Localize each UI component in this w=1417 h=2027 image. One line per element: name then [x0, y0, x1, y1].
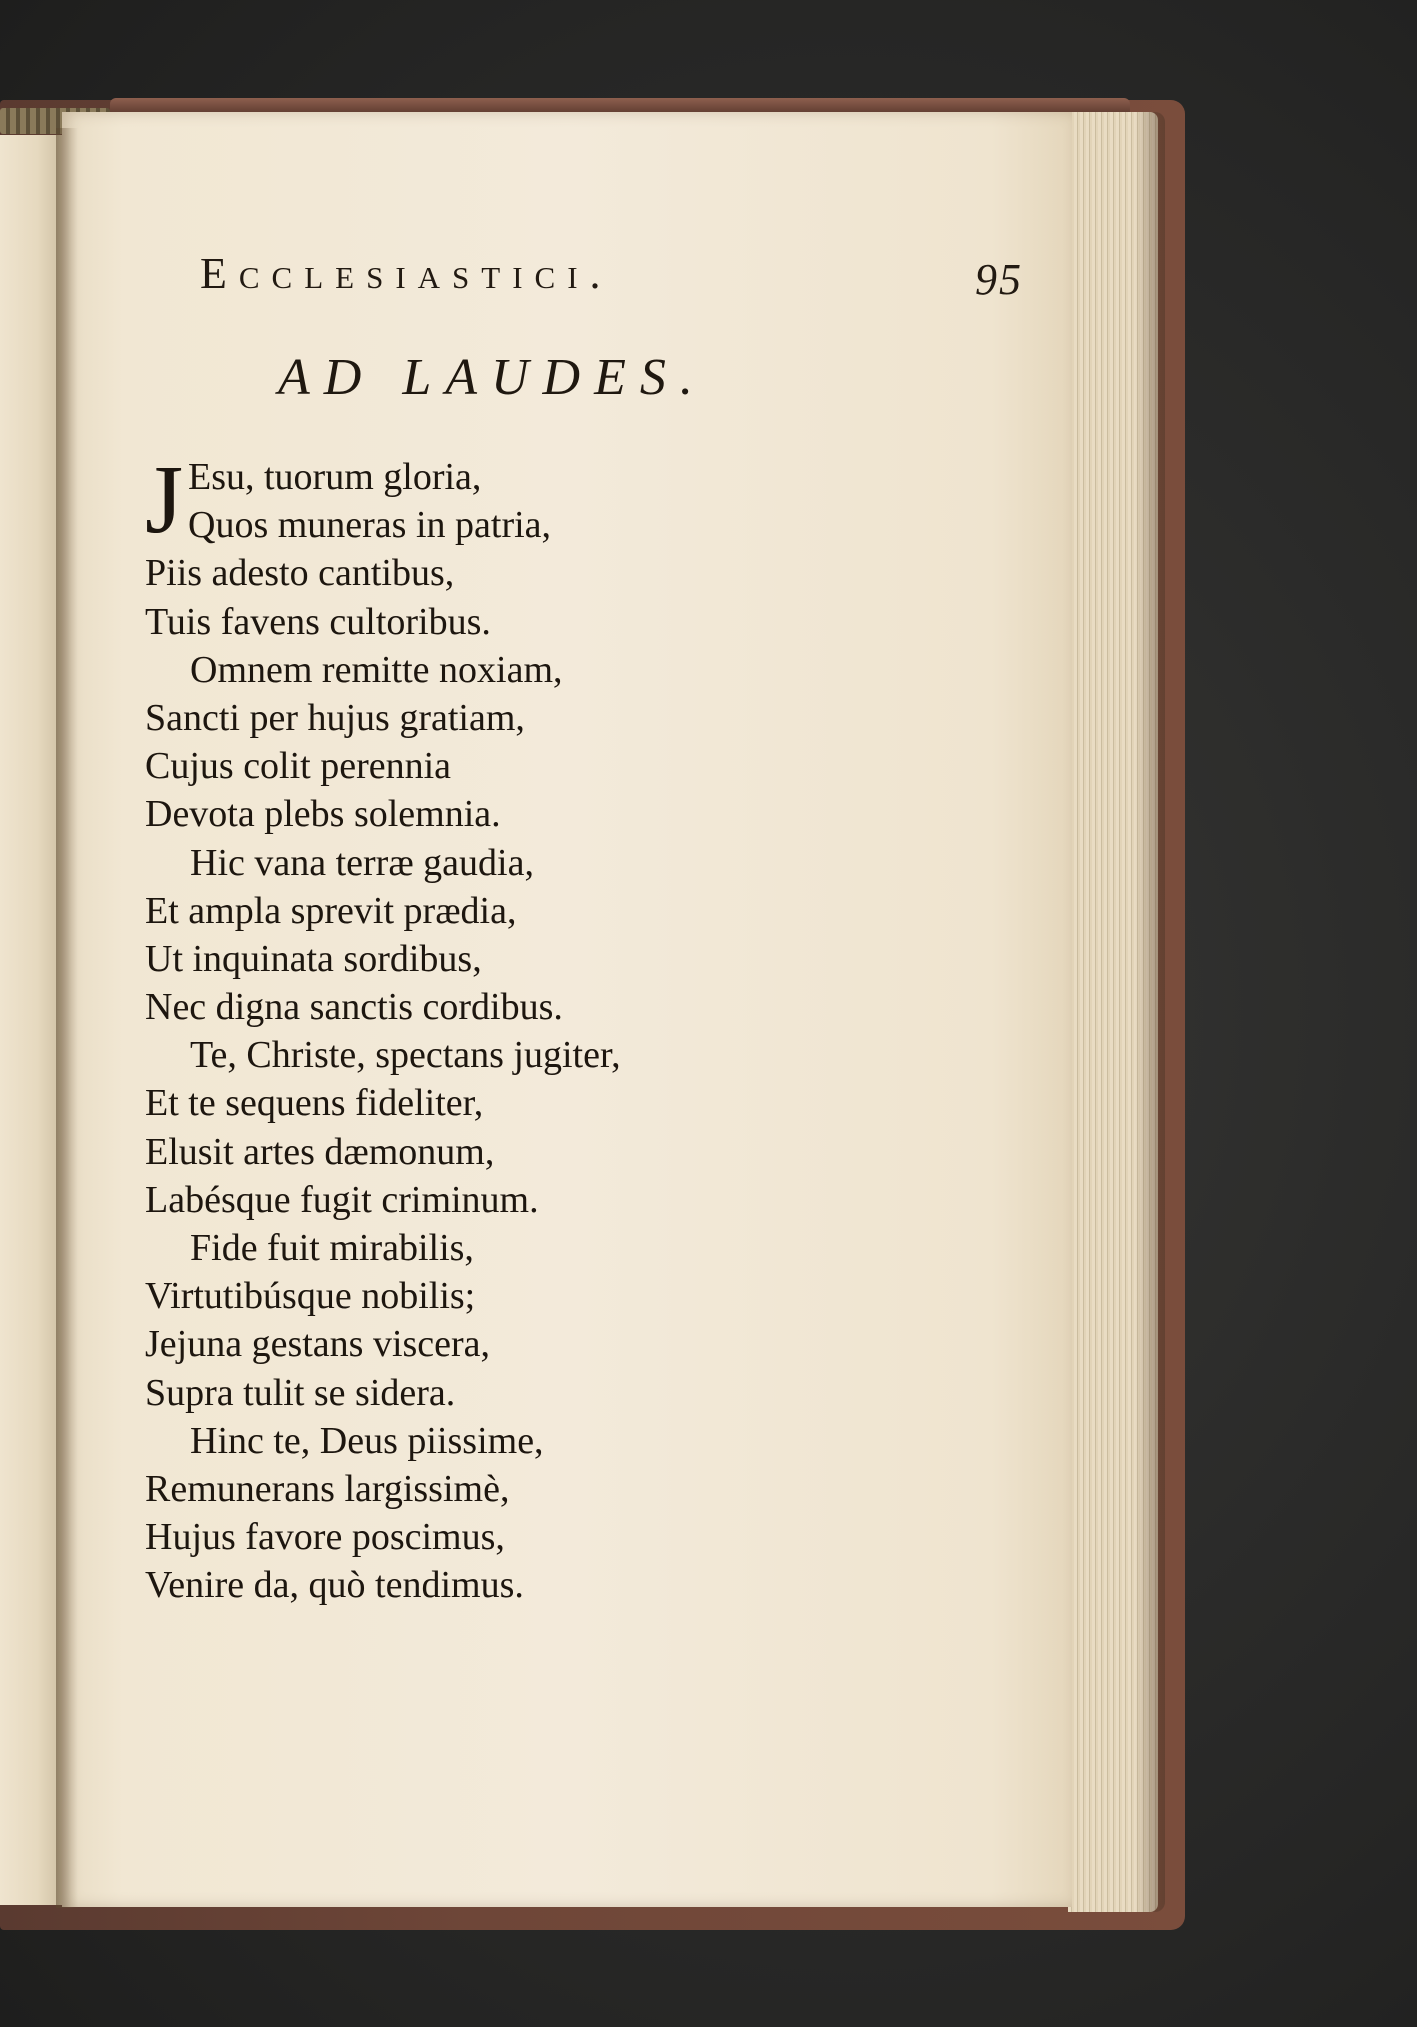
hymn-line: Quos muneras in patria,	[188, 504, 552, 547]
hymn-line: Ut inquinata sordibus,	[145, 937, 482, 980]
hymn-line: Venire da, quò tendimus.	[145, 1564, 524, 1607]
hymn-line: Omnem remitte noxiam,	[190, 648, 563, 691]
hymn-line: Et te sequens fideliter,	[145, 1082, 484, 1125]
hymn-line: Et ampla sprevit prædia,	[145, 889, 517, 932]
hymn-line: Hic vana terræ gaudia,	[190, 841, 534, 884]
hymn-line: Te, Christe, spectans jugiter,	[190, 1034, 621, 1077]
hymn-line: Sancti per hujus gratiam,	[145, 696, 525, 739]
running-head	[200, 248, 1023, 308]
page-number: 95	[975, 255, 1023, 304]
running-title: Ecclesiastici.	[200, 249, 613, 298]
hymn-line: Cujus colit perennia	[145, 745, 452, 788]
hymn-line: Virtutibúsque nobilis;	[145, 1275, 476, 1318]
hymn-line: Devota plebs solemnia.	[145, 793, 501, 836]
hymn-line: Jejuna gestans viscera,	[145, 1323, 491, 1366]
hymn-line: Nec digna sanctis cordibus.	[145, 986, 563, 1029]
hymn-line: Supra tulit se sidera.	[145, 1371, 456, 1414]
drop-initial: J	[145, 446, 184, 554]
hymn-line: Piis adesto cantibus,	[145, 552, 455, 595]
page-edges-shadow	[1135, 112, 1165, 1912]
hymn-line: Tuis favens cultoribus.	[145, 600, 491, 643]
hymn-line: Hujus favore poscimus,	[145, 1516, 505, 1559]
hymn-line: Hinc te, Deus piissime,	[190, 1419, 544, 1462]
hymn-text	[145, 446, 765, 1610]
hymn-line: Labésque fugit criminum.	[145, 1178, 539, 1221]
hymn-line: Elusit artes dæmonum,	[145, 1130, 495, 1173]
previous-page-edge	[0, 135, 62, 1905]
hymn-line: Fide fuit mirabilis,	[190, 1227, 474, 1269]
gutter-shadow	[56, 128, 78, 1908]
hymn-line: Remunerans largissimè,	[145, 1467, 510, 1510]
section-title: AD LAUDES.	[278, 349, 707, 406]
hymn-line: Esu, tuorum gloria,	[188, 456, 482, 498]
